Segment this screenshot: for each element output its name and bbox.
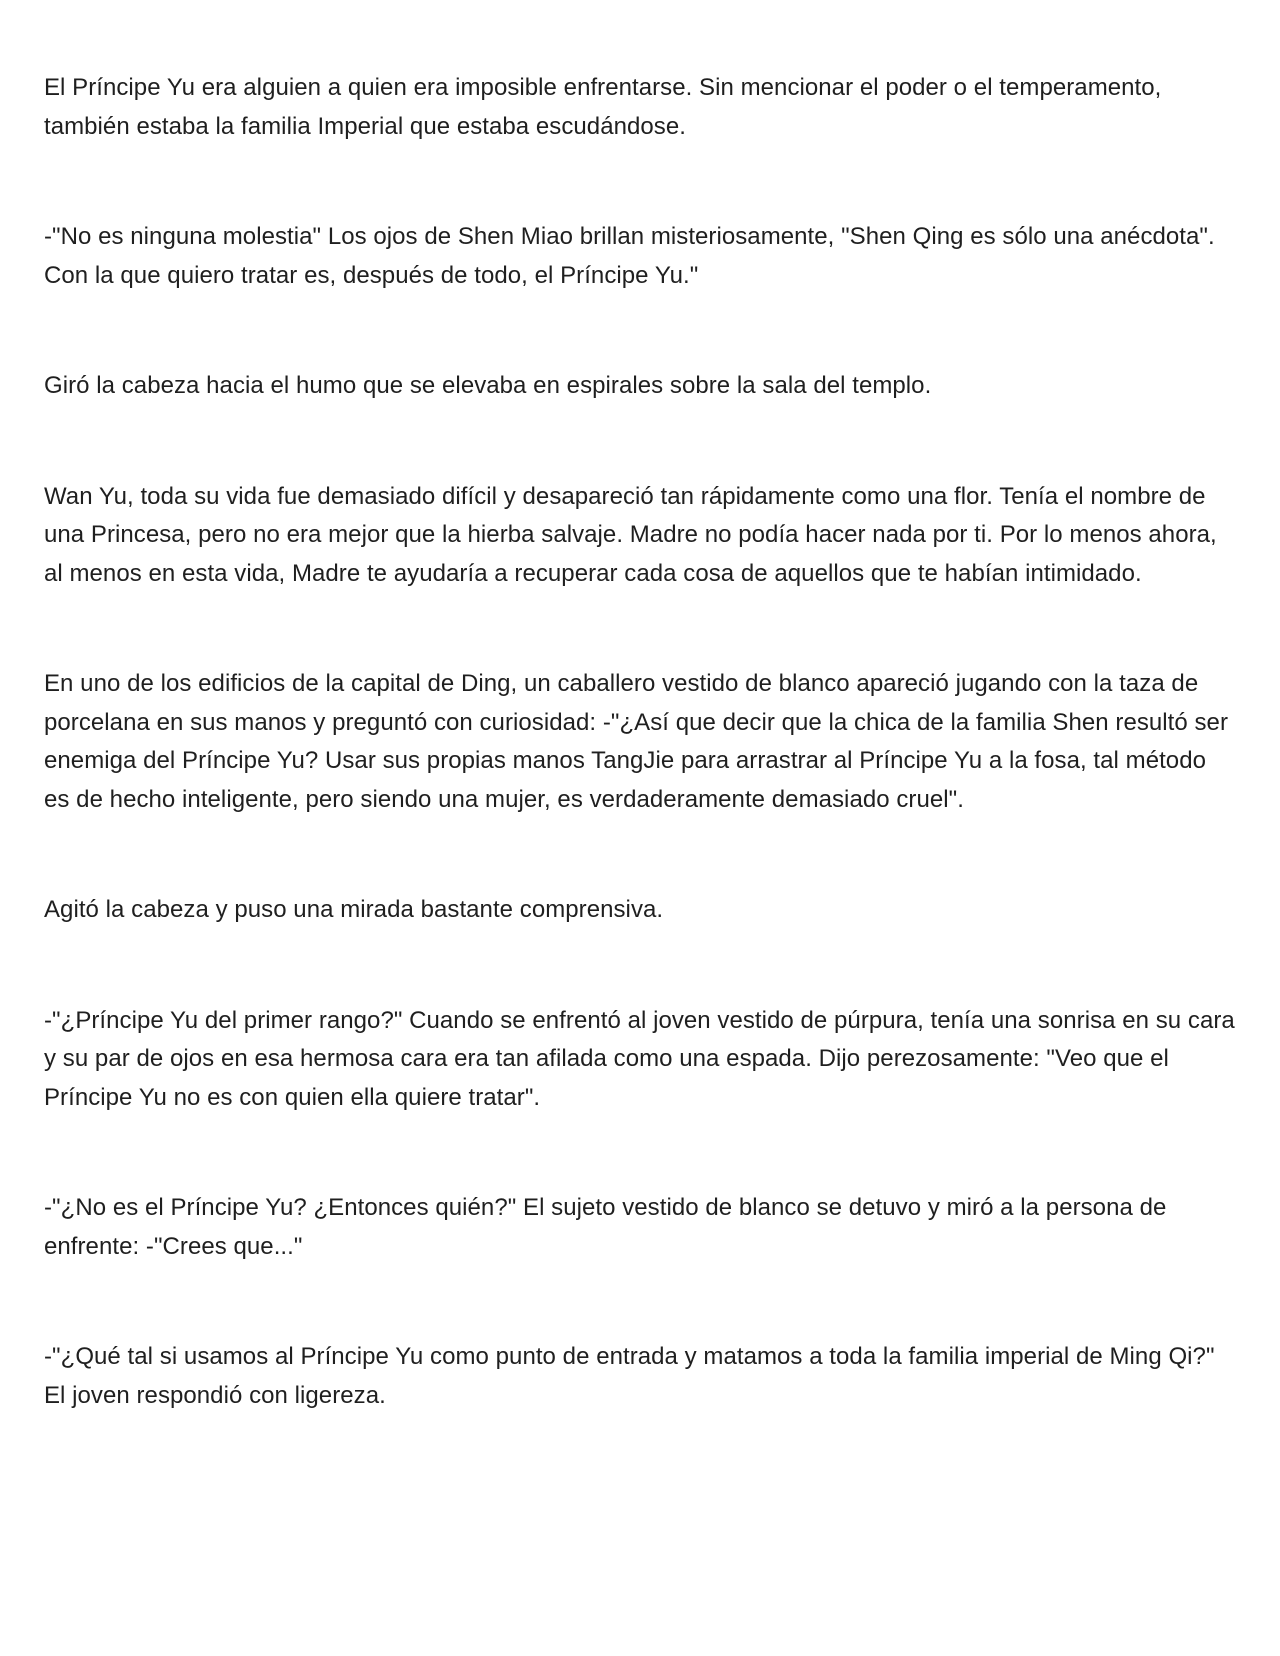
paragraph-gap xyxy=(44,930,1236,1002)
paragraph-5: En uno de los edificios de la capital de Ding, un caballero vestido de blanco apareció jugando con la taza de porcelana en sus manos y preguntó con curiosidad: -"¿Así que decir que la chica de la familia Shen resultó ser enemiga del Príncipe Yu? Usar sus propias manos TangJie para arrastrar al Príncipe Yu a la fosa, tal método es de hecho inteligente, pero siendo una mujer, es verdaderamente demasiado cruel". xyxy=(44,670,1228,813)
paragraph-1: El Príncipe Yu era alguien a quien era imposible enfrentarse. Sin mencionar el poder o el temperamento, también estaba la familia Imperial que estaba escudándose. xyxy=(44,74,1162,140)
paragraph-gap xyxy=(44,295,1236,367)
paragraph-6: Agitó la cabeza y puso una mirada bastante comprensiva. xyxy=(44,896,664,923)
paragraph-gap xyxy=(44,406,1236,478)
paragraph-3: Giró la cabeza hacia el humo que se elevaba en espirales sobre la sala del templo. xyxy=(44,372,932,399)
paragraph-4: Wan Yu, toda su vida fue demasiado difícil y desapareció tan rápidamente como una flor. Tenía el nombre de una Princesa, pero no era mejor que la hierba salvaje. Madre no podía hacer nada por ti. Por lo menos ahora, al menos en esta vida, Madre te ayudaría a recuperar cada cosa de aquellos que te habían intimidado. xyxy=(44,482,1217,587)
paragraph-2: -"No es ninguna molestia" Los ojos de Shen Miao brillan misteriosamente, "Shen Qing es sólo una anécdota". Con la que quiero tratar es, después de todo, el Príncipe Yu." xyxy=(44,223,1215,289)
paragraph-gap xyxy=(44,146,1236,218)
paragraph-9: -"¿Qué tal si usamos al Príncipe Yu como punto de entrada y matamos a toda la familia imperial de Ming Qi?" El joven respondió con ligereza. xyxy=(44,1343,1215,1409)
paragraph-gap xyxy=(44,1266,1236,1338)
paragraph-7: -"¿Príncipe Yu del primer rango?" Cuando se enfrentó al joven vestido de púrpura, tenía una sonrisa en su cara y su par de ojos en esa hermosa cara era tan afilada como una espada. Dijo perezosamente: "Veo que el Príncipe Yu no es con quien ella quiere tratar". xyxy=(44,1006,1235,1111)
paragraph-gap xyxy=(44,819,1236,891)
paragraph-gap xyxy=(44,593,1236,665)
paragraph-8: -"¿No es el Príncipe Yu? ¿Entonces quién?" El sujeto vestido de blanco se detuvo y miró a la persona de enfrente: -"Crees que..." xyxy=(44,1194,1167,1260)
paragraph-gap xyxy=(44,1117,1236,1189)
